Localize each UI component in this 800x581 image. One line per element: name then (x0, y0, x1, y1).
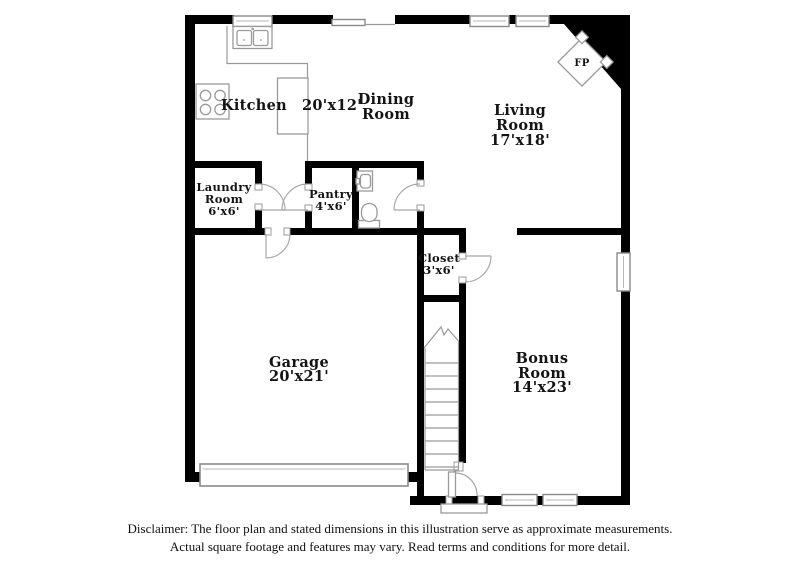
staircase (424, 327, 459, 470)
living-room-size-label: 17'x18' (490, 132, 550, 149)
bathroom-vanity-sink (356, 171, 373, 191)
bonus-room-side-window (617, 253, 630, 291)
powder-room-fixtures (356, 171, 380, 228)
dining-room-label-line2: Room (362, 106, 410, 123)
laundry-room-size-label: 6'x6' (208, 204, 240, 218)
kitchen-label: Kitchen (220, 97, 288, 114)
bonus-room-bottom-window-right (543, 495, 577, 506)
living-room-window-right (516, 16, 549, 27)
bonus-room-bottom-window-left (502, 495, 537, 506)
dining-room-label-line1: Dining (357, 91, 415, 108)
living-room-label-line1: Living (493, 102, 547, 119)
garage-door (200, 464, 408, 486)
interior-walls (195, 161, 630, 505)
pantry-door (282, 184, 308, 210)
garage-label: Garage (269, 354, 329, 371)
disclaimer (128, 521, 673, 554)
front-door (441, 472, 487, 513)
living-room-label-line2: Room (496, 117, 544, 134)
living-room-window-left (470, 16, 509, 27)
pantry-size-label: 4'x6' (315, 199, 347, 213)
disclaimer-line1: Disclaimer: The floor plan and stated dimensions in this illustration serve as approximate measurements. (127, 521, 673, 536)
kitchen-size-label: 20'x12' (302, 97, 362, 114)
kitchen-sink (233, 27, 272, 49)
powder-room-door (394, 184, 420, 210)
toilet (359, 204, 380, 229)
laundry-room-label-line1: Laundry (196, 180, 252, 194)
fireplace-label: FP (574, 58, 590, 69)
garage-hall-door (266, 234, 290, 258)
kitchen-fixtures (196, 26, 308, 161)
front-door-stoop (441, 504, 487, 513)
laundry-door (259, 184, 285, 210)
exterior-walls (185, 15, 630, 505)
laundry-room-label-line2: Room (204, 192, 244, 206)
garage-size-label: 20'x21' (269, 368, 329, 385)
closet-label: Closet (417, 251, 461, 265)
bonus-room-size-label: 14'x23' (512, 379, 572, 396)
dining-open-wall-line (332, 20, 395, 26)
bonus-room-label-line2: Room (518, 365, 566, 382)
disclaimer-line2: Actual square footage and features may vary. Read terms and conditions for more detail. (169, 539, 631, 554)
closet-size-label: 3'x6' (423, 263, 455, 277)
kitchen-sink-window (233, 16, 272, 27)
bonus-room-label-line1: Bonus (515, 350, 569, 367)
pantry-label: Pantry (308, 187, 354, 201)
closet-door (465, 256, 491, 282)
